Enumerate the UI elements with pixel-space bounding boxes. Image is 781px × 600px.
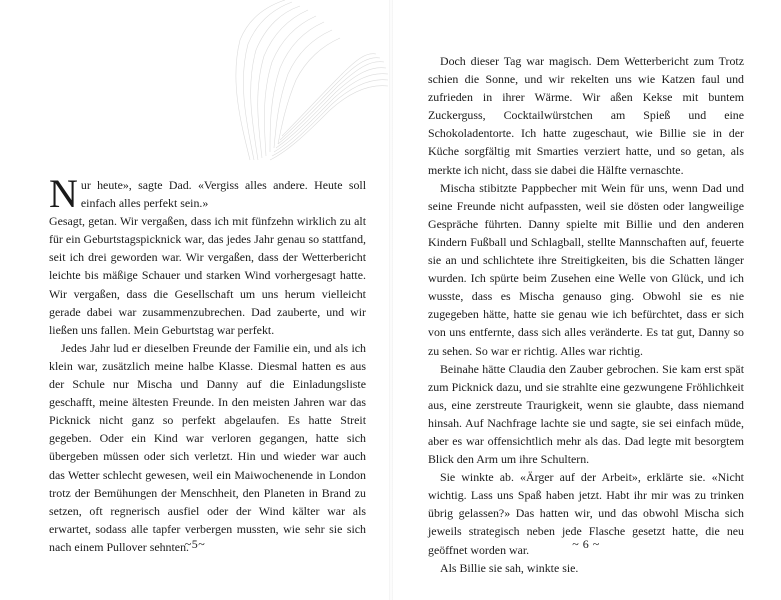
page-number-left: ~5~ xyxy=(184,537,206,551)
page-number-right: ~ 6 ~ xyxy=(572,537,600,551)
paragraph: Sie winkte ab. «Ärger auf der Arbeit», erklärte sie. «Nicht wichtig. Lass uns Spaß haben jetzt. Habt ihr mir was zu trinken übrig gelassen?» Das hatten wir, und das obwohl Mischa sich jeweils strategisch neben jede Flasche gesetzt hatte, die neu geöffnet worden war. xyxy=(428,470,744,557)
right-page-text xyxy=(428,52,744,577)
paragraph: Doch dieser Tag war magisch. Dem Wetterbericht zum Trotz schien die Sonne, und wir rekelten uns wie Katzen faul und zufrieden in ihrer Wärme. Wir aßen Kekse mit buntem Zuckerguss, Cocktailwürstchen am Spieß und eine Schokoladentorte. Ich hatte zugeschaut, wie Billie sie in der Küche sorgfältig mit Smarties verziert hatte, und so getan, als merkte ich nicht, dass sie dabei die Hälfte vernaschte. xyxy=(428,54,744,177)
drop-cap: N xyxy=(49,171,78,216)
paragraph: Mischa stibitzte Pappbecher mit Wein für uns, wenn Dad und seine Freunde nicht aufpassten, weil sie dösten oder langweilige Gespräche führten. Danny spielte mit Billie und den anderen Kindern Fußball und Schlagball, stellte Mannschaften auf, feuerte sie an und schlichtete ihre Streitigkeiten, bis die Schatten länger wurden. Ich spürte beim Zusehen eine Welle von Glück, und ich wusste, dass es Mischa genauso ging. Obwohl sie es nie zugegeben hätte, hatte sie genau wie ich befürchtet, dass er sich von uns entfernte, dass sich alles veränderte. Es tat gut, Danny so zu sehen. So war er richtig. Alles war richtig. xyxy=(428,180,744,358)
paragraph: Gesagt, getan. Wir vergaßen, dass ich mit fünfzehn wirklich zu alt für ein Geburtstagspicknick war, das jedes Jahr genau so stattfand, seit ich drei geworden war. Wir vergaßen, dass der Wetterbericht leichte bis mäßige Schauer und starken Wind vorhergesagt hatte. Wir vergaßen, dass die Gesellschaft um uns herum vielleicht gerade dabei war zusammenzubrechen. Dad zauberte, und wir ließen uns fallen. Mein Geburtstag war perfekt. xyxy=(49,214,366,337)
paragraph: Jedes Jahr lud er dieselben Freunde der Familie ein, und als ich klein war, zusätzlich meine halbe Klasse. Diesmal hatten es aus der Schule nur Mischa und Danny auf die Einladungsliste geschafft, meine ältesten Freunde. In den meisten Jahren war das Picknick nicht ganz so perfekt abgelaufen. Es hatte Streit gegeben. Oder ein Kind war verloren gegangen, hatte sich übergeben müssen oder sich verletzt. Hin und wieder war auch das Wetter schlecht gewesen, weil ein Maiwochenende in London trotz der Bemühungen der Menschheit, den Planeten in Brand zu setzen, oft regnerisch ausfiel oder der Wind kälter war als erwartet, sodass alle tapfer verbergen mussten, wie sehr sie sich nach einem Pullover sehnten. xyxy=(49,340,366,554)
opening-paragraph xyxy=(49,171,366,216)
feather-icon xyxy=(210,0,390,170)
left-page-text xyxy=(49,171,366,556)
paragraph: Beinahe hätte Claudia den Zauber gebrochen. Sie kam erst spät zum Picknick dazu, und sie strahlte eine gezwungene Fröhlichkeit aus, eine zerstreute Traurigkeit, wenn sie glaubte, dass niemand hinsah. Auf Nachfrage lachte sie und sagte, sie sei einfach müde, aber es war offensichtlich mehr als das. Dad legte mit besorgtem Blick den Arm um ihre Schultern. xyxy=(428,361,744,467)
opening-paragraph-text: ur heute», sagte Dad. «Vergiss alles andere. Heute soll einfach alles perfekt sein.» xyxy=(80,178,366,211)
paragraph: Als Billie sie sah, winkte sie. xyxy=(440,560,579,575)
